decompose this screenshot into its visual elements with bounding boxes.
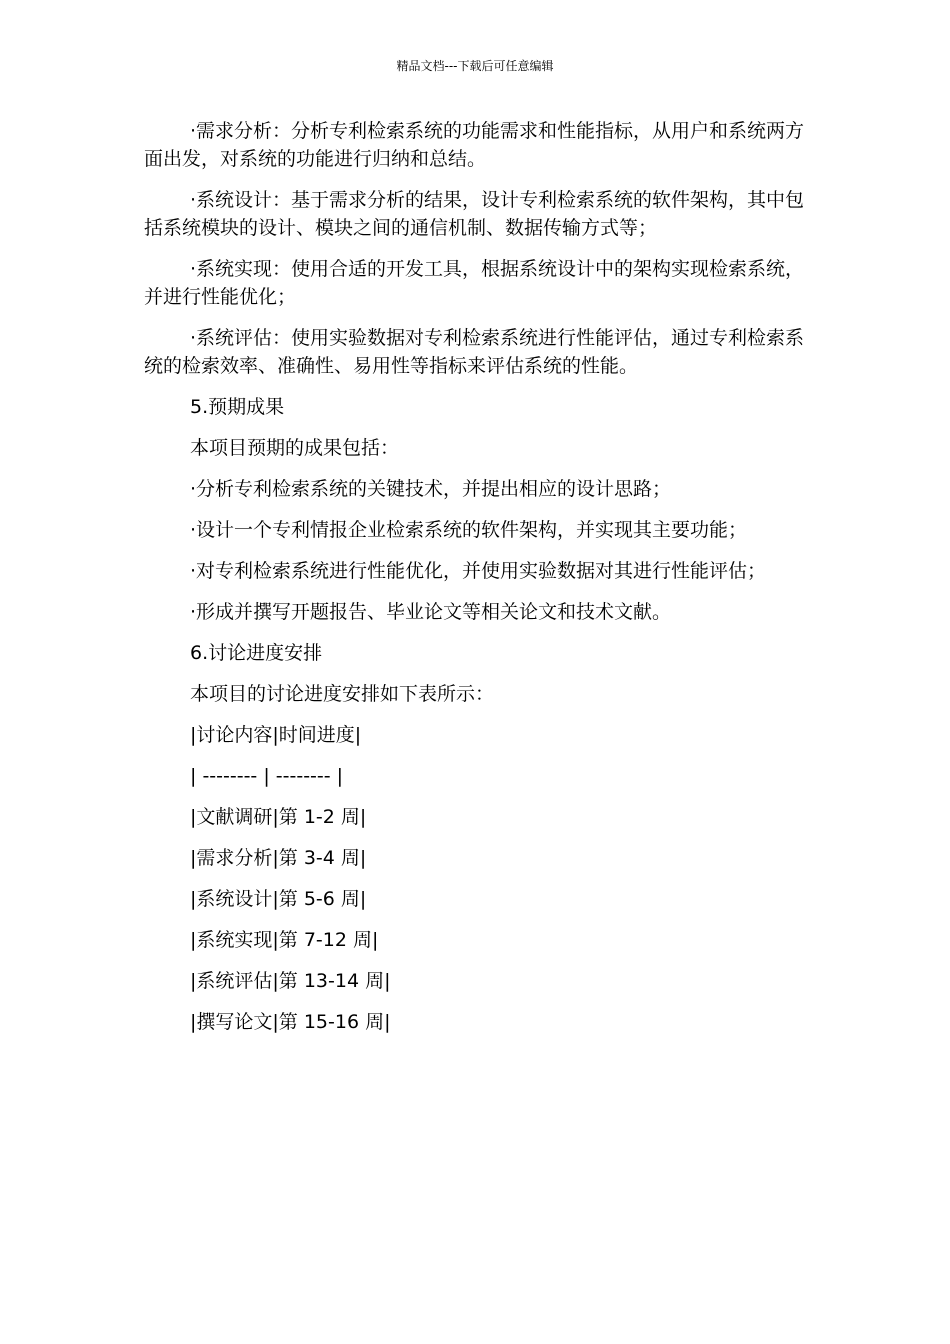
list-item: ·对专利检索系统进行性能优化，并使用实验数据对其进行性能评估；	[190, 560, 767, 582]
schedule-intro: 本项目的讨论进度安排如下表所示：	[190, 683, 495, 705]
paragraph-system-implementation: ·系统实现：使用合适的开发工具，根据系统设计中的架构实现检索系统，并进行性能优化；	[144, 258, 805, 308]
table-row: |需求分析|第 3-4 周|	[190, 847, 367, 869]
list-item: ·分析专利检索系统的关键技术，并提出相应的设计思路；	[190, 478, 672, 500]
section-heading-schedule: 6.讨论进度安排	[190, 642, 323, 664]
page-header: 精品文档---下载后可任意编辑	[396, 59, 554, 73]
table-header-row: |讨论内容|时间进度|	[190, 724, 362, 746]
table-row: |系统评估|第 13-14 周|	[190, 970, 391, 992]
paragraph-requirement-analysis: ·需求分析：分析专利检索系统的功能需求和性能指标，从用户和系统两方面出发，对系统的功能进行归纳和总结。	[144, 120, 805, 170]
section-heading-expected-results: 5.预期成果	[190, 396, 285, 418]
document-body	[144, 117, 806, 1049]
table-row: |撰写论文|第 15-16 周|	[190, 1011, 391, 1033]
table-row: |系统设计|第 5-6 周|	[190, 888, 367, 910]
list-item: ·设计一个专利情报企业检索系统的软件架构，并实现其主要功能；	[190, 519, 748, 541]
table-row: |文献调研|第 1-2 周|	[190, 806, 367, 828]
table-separator-row: | -------- | -------- |	[190, 765, 344, 787]
list-item: ·形成并撰写开题报告、毕业论文等相关论文和技术文献。	[190, 601, 672, 623]
expected-results-intro: 本项目预期的成果包括：	[190, 437, 400, 459]
paragraph-system-design: ·系统设计：基于需求分析的结果，设计专利检索系统的软件架构，其中包括系统模块的设计、模块之间的通信机制、数据传输方式等；	[144, 189, 805, 239]
table-row: |系统实现|第 7-12 周|	[190, 929, 379, 951]
paragraph-system-evaluation: ·系统评估：使用实验数据对专利检索系统进行性能评估，通过专利检索系统的检索效率、准确性、易用性等指标来评估系统的性能。	[144, 327, 805, 377]
